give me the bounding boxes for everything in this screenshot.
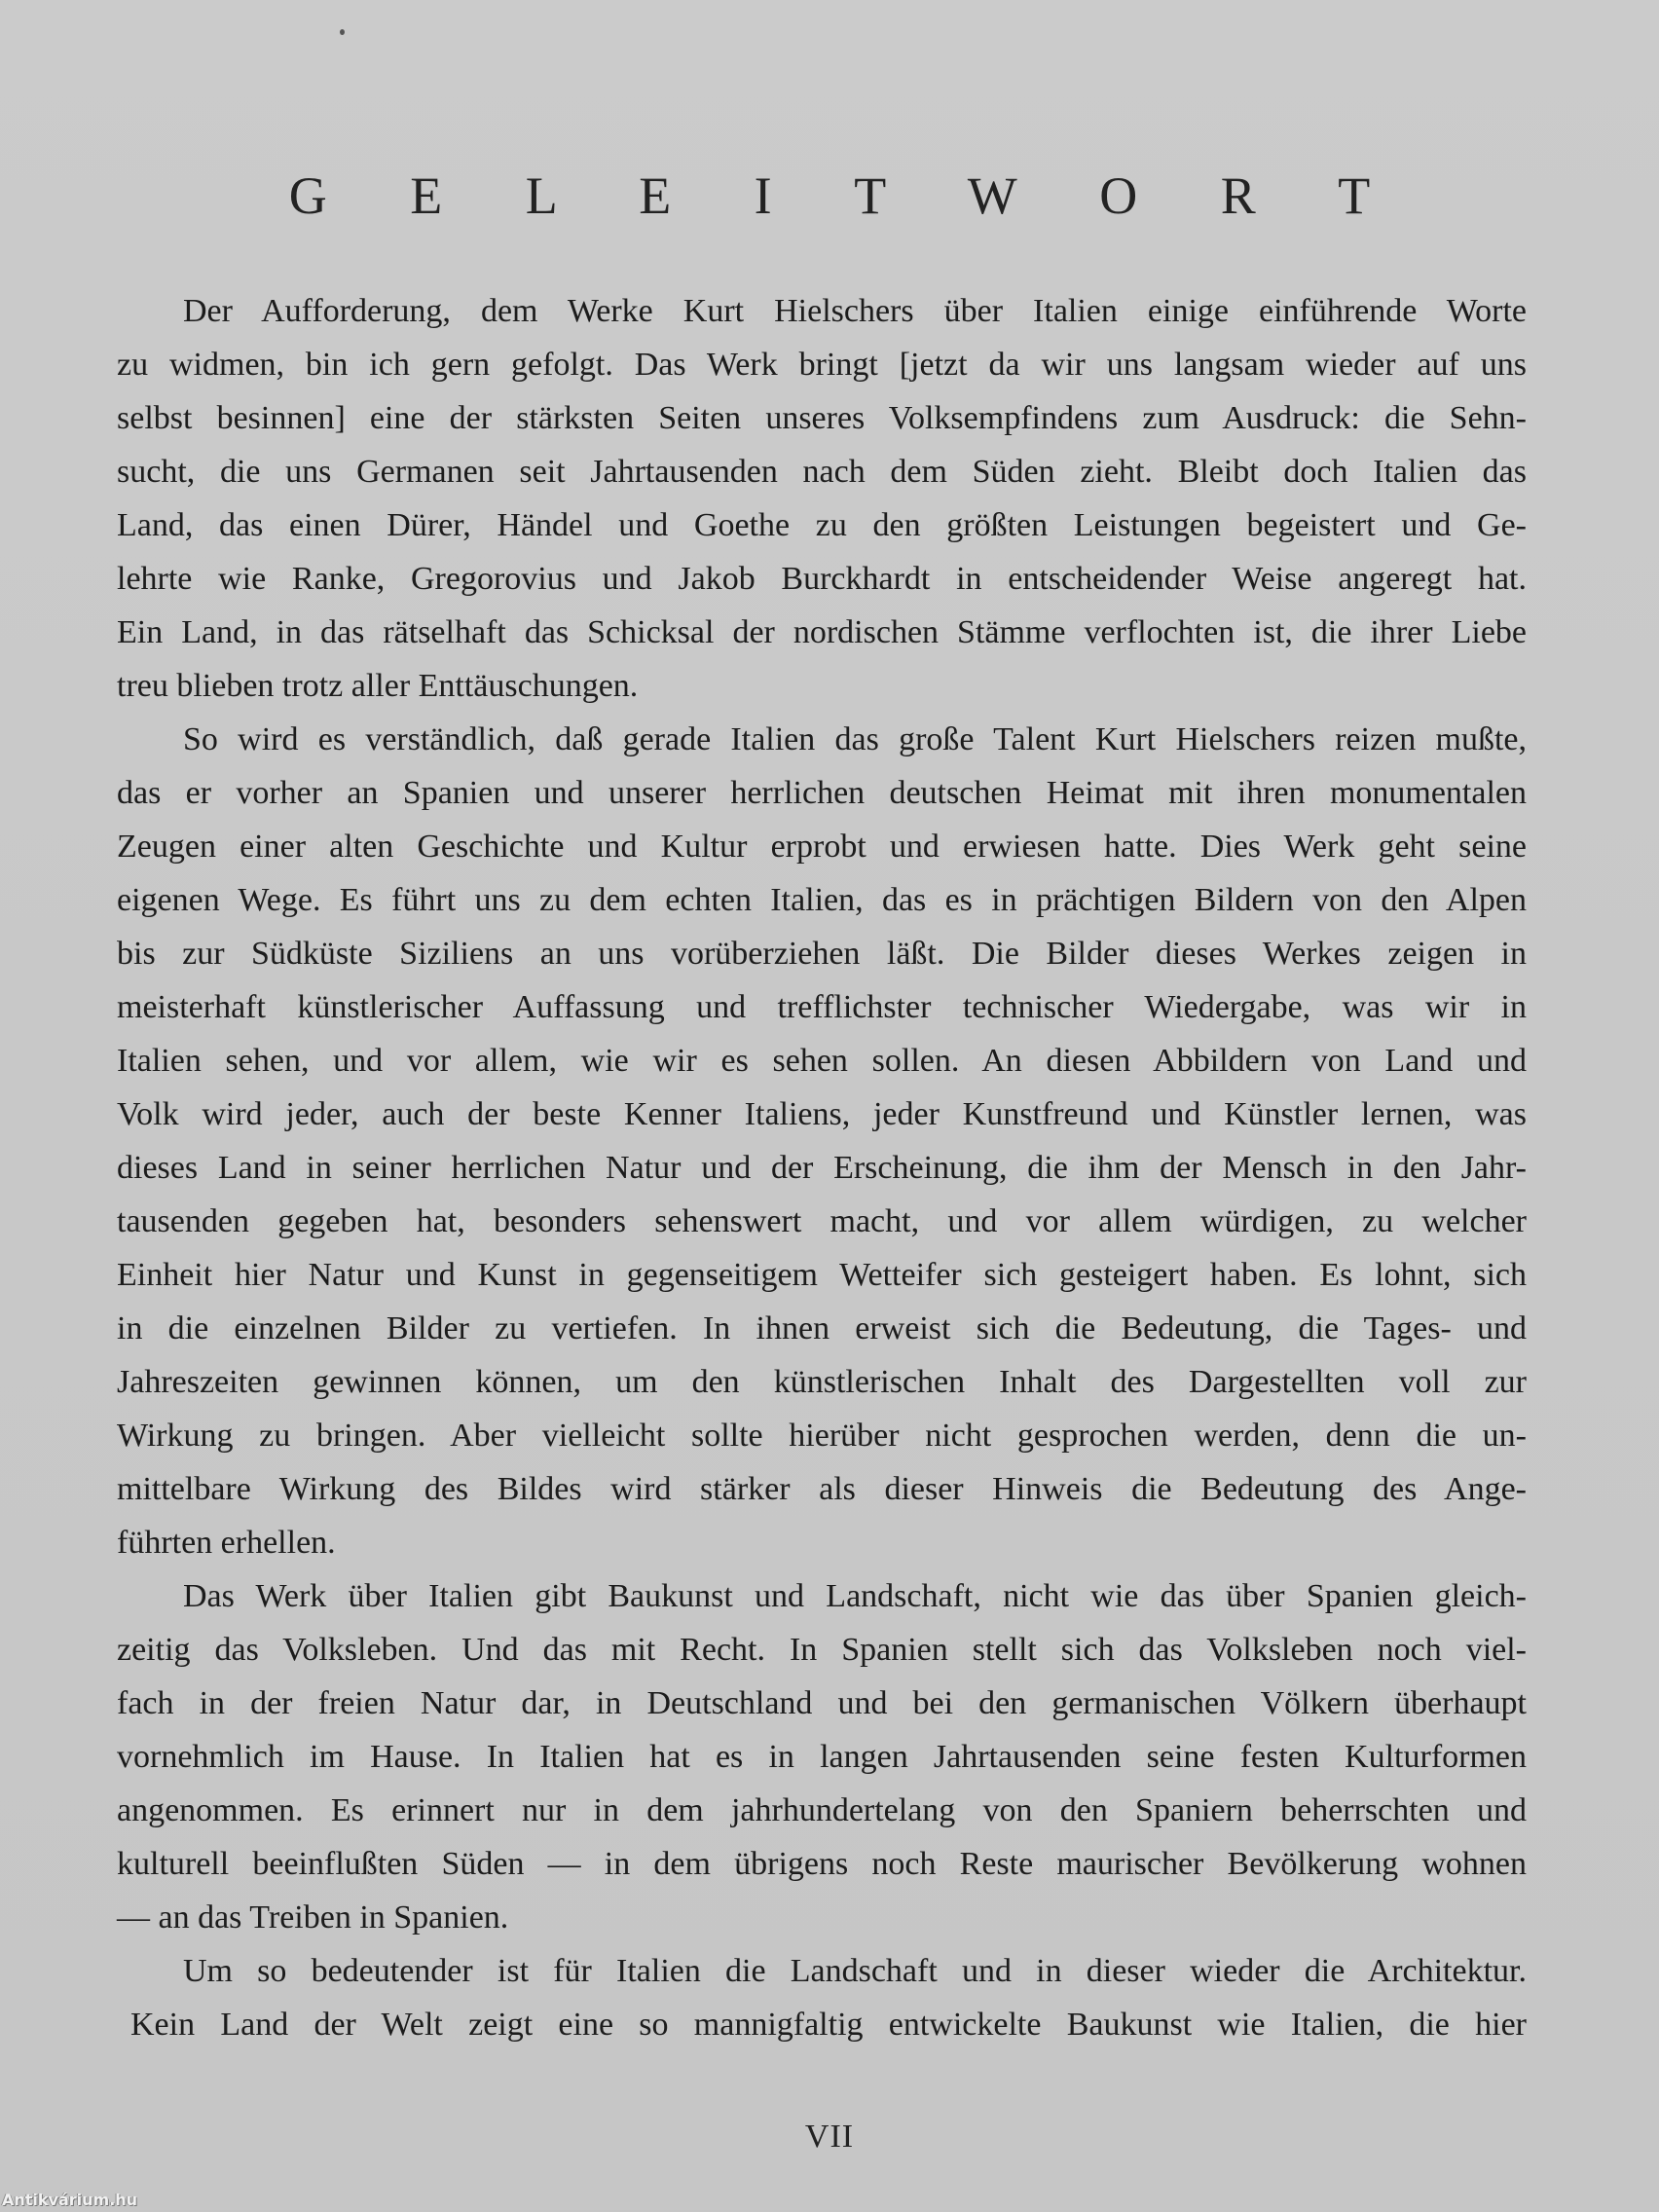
text-line: fach in der freien Natur dar, in Deutschland und bei den germanischen Völkern überhaupt xyxy=(117,1685,1527,1721)
text-line: das er vorher an Spanien und unserer herrlichen deutschen Heimat mit ihren monumentalen xyxy=(117,775,1527,811)
text-line: Italien sehen, und vor allem, wie wir es sehen sollen. An diesen Abbildern von Land und xyxy=(117,1043,1527,1079)
text-line: Volk wird jeder, auch der beste Kenner Italiens, jeder Kunstfreund und Künstler lernen, was xyxy=(117,1096,1527,1132)
text-line: zeitig das Volksleben. Und das mit Recht. In Spanien stellt sich das Volksleben noch viel- xyxy=(117,1632,1527,1668)
text-line: So wird es verständlich, daß gerade Italien das große Talent Kurt Hielschers reizen mußte, xyxy=(183,721,1527,757)
page-title: G E L E I T W O R T xyxy=(288,166,1406,225)
text-line: in die einzelnen Bilder zu vertiefen. In ihnen erweist sich die Bedeutung, die Tages- und xyxy=(117,1310,1527,1346)
text-line: zu widmen, bin ich gern gefolgt. Das Werk bringt [jetzt da wir uns langsam wieder auf uns xyxy=(117,347,1527,383)
body-text xyxy=(117,284,1527,2051)
text-line: Land, das einen Dürer, Händel und Goethe zu den größten Leistungen begeistert und Ge- xyxy=(117,507,1527,543)
text-line: bis zur Südküste Siziliens an uns vorüberziehen läßt. Die Bilder dieses Werkes zeigen in xyxy=(117,936,1527,972)
paragraph-1 xyxy=(117,284,1527,713)
text-line: Kein Land der Welt zeigt eine so mannigfaltig entwickelte Baukunst wie Italien, die hier xyxy=(130,2007,1527,2043)
text-line: vornehmlich im Hause. In Italien hat es in langen Jahrtausenden seine festen Kulturformen xyxy=(117,1739,1527,1775)
text-line: Zeugen einer alten Geschichte und Kultur erprobt und erwiesen hatte. Dies Werk geht seine xyxy=(117,829,1527,865)
text-line: führten erhellen. xyxy=(117,1525,336,1561)
text-line: Der Aufforderung, dem Werke Kurt Hielschers über Italien einige einführende Worte xyxy=(183,293,1527,329)
text-line: selbst besinnen] eine der stärksten Seiten unseres Volksempfindens zum Ausdruck: die Sehn- xyxy=(117,400,1527,436)
text-line: Um so bedeutender ist für Italien die Landschaft und in dieser wieder die Architektur. xyxy=(183,1953,1527,1989)
text-line: eigenen Wege. Es führt uns zu dem echten Italien, das es in prächtigen Bildern von den Alpen xyxy=(117,882,1527,918)
text-line: Wirkung zu bringen. Aber vielleicht sollte hierüber nicht gesprochen werden, denn die un- xyxy=(117,1418,1527,1454)
paragraph-4 xyxy=(117,1944,1527,2051)
text-line: meisterhaft künstlerischer Auffassung und trefflichster technischer Wiedergabe, was wir in xyxy=(117,989,1527,1025)
watermark-logo: Antikvárium.hu xyxy=(2,2191,138,2209)
text-line: dieses Land in seiner herrlichen Natur und der Erscheinung, die ihm der Mensch in den Jahr- xyxy=(117,1150,1527,1186)
text-line: lehrte wie Ranke, Gregorovius und Jakob Burckhardt in entscheidender Weise angeregt hat. xyxy=(117,561,1527,597)
text-line: angenommen. Es erinnert nur in dem jahrhundertelang von den Spaniern beherrschten und xyxy=(117,1792,1527,1828)
text-line: Ein Land, in das rätselhaft das Schicksal der nordischen Stämme verflochten ist, die ihrer Liebe xyxy=(117,614,1527,650)
page-number: VII xyxy=(804,2119,855,2155)
text-line: sucht, die uns Germanen seit Jahrtausenden nach dem Süden zieht. Bleibt doch Italien das xyxy=(117,454,1527,490)
text-line: Das Werk über Italien gibt Baukunst und Landschaft, nicht wie das über Spanien gleich- xyxy=(183,1578,1527,1614)
text-line: Einheit hier Natur und Kunst in gegenseitigem Wetteifer sich gesteigert haben. Es lohnt, sich xyxy=(117,1257,1527,1293)
text-line: tausenden gegeben hat, besonders sehenswert macht, und vor allem würdigen, zu welcher xyxy=(117,1203,1527,1239)
text-line: kulturell beeinflußten Süden — in dem übrigens noch Reste maurischer Bevölkerung wohnen xyxy=(117,1846,1527,1882)
text-line: mittelbare Wirkung des Bildes wird stärker als dieser Hinweis die Bedeutung des Ange- xyxy=(117,1471,1527,1507)
ink-speck xyxy=(340,29,345,35)
text-line: Jahreszeiten gewinnen können, um den künstlerischen Inhalt des Dargestellten voll zur xyxy=(117,1364,1527,1400)
text-line: treu blieben trotz aller Enttäuschungen. xyxy=(117,668,639,704)
paragraph-2 xyxy=(117,713,1527,1569)
paragraph-3 xyxy=(117,1569,1527,1944)
text-line: — an das Treiben in Spanien. xyxy=(117,1899,509,1936)
